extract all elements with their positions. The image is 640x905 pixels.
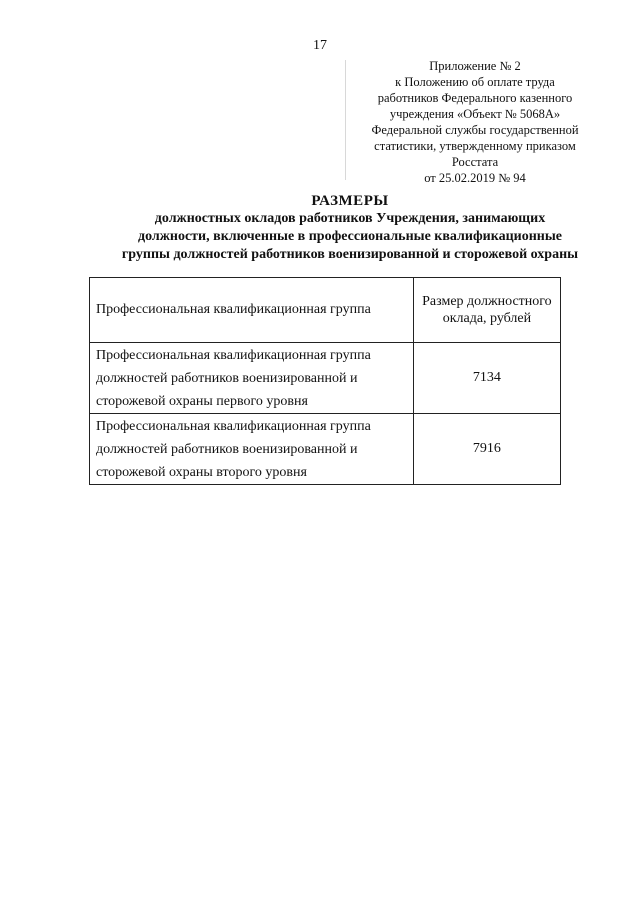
appendix-line: учреждения «Объект № 5068А» <box>389 107 561 121</box>
table-row <box>90 414 561 485</box>
title-sub-line: группы должностей работников военизированной и сторожевой охраны <box>121 247 579 262</box>
appendix-line: работников Федерального казенного <box>377 91 573 105</box>
group-cell: Профессиональная квалификационная группа должностей работников военизированной и сторожевой охраны первого уровня <box>90 343 414 414</box>
title-sub-line: должностных окладов работников Учреждения, занимающих <box>154 211 546 226</box>
appendix-line: Федеральной службы государственной <box>371 123 579 137</box>
group-cell: Профессиональная квалификационная группа должностей работников военизированной и сторожевой охраны второго уровня <box>90 414 414 485</box>
salary-table <box>89 277 561 485</box>
appendix-line: статистики, утвержденному приказом <box>374 139 576 153</box>
scan-fold-line <box>345 60 346 180</box>
appendix-line: от 25.02.2019 № 94 <box>424 171 526 185</box>
appendix-reference <box>352 58 598 186</box>
table-header-row <box>90 278 561 343</box>
appendix-line: Росстата <box>451 155 499 169</box>
page-number: 17 <box>313 38 327 53</box>
title-sub-line: должности, включенные в профессиональные квалификационные <box>138 229 562 244</box>
appendix-line: к Положению об оплате труда <box>395 75 555 89</box>
document-title <box>60 192 640 264</box>
title-main: РАЗМЕРЫ <box>311 193 389 209</box>
table-row <box>90 343 561 414</box>
salary-cell: 7916 <box>413 414 560 485</box>
title-subtitle <box>60 210 640 264</box>
appendix-line: Приложение № 2 <box>429 59 521 73</box>
header-group-cell: Профессиональная квалификационная группа <box>90 278 414 343</box>
salary-cell: 7134 <box>413 343 560 414</box>
header-salary-cell: Размер должностного оклада, рублей <box>413 278 560 343</box>
